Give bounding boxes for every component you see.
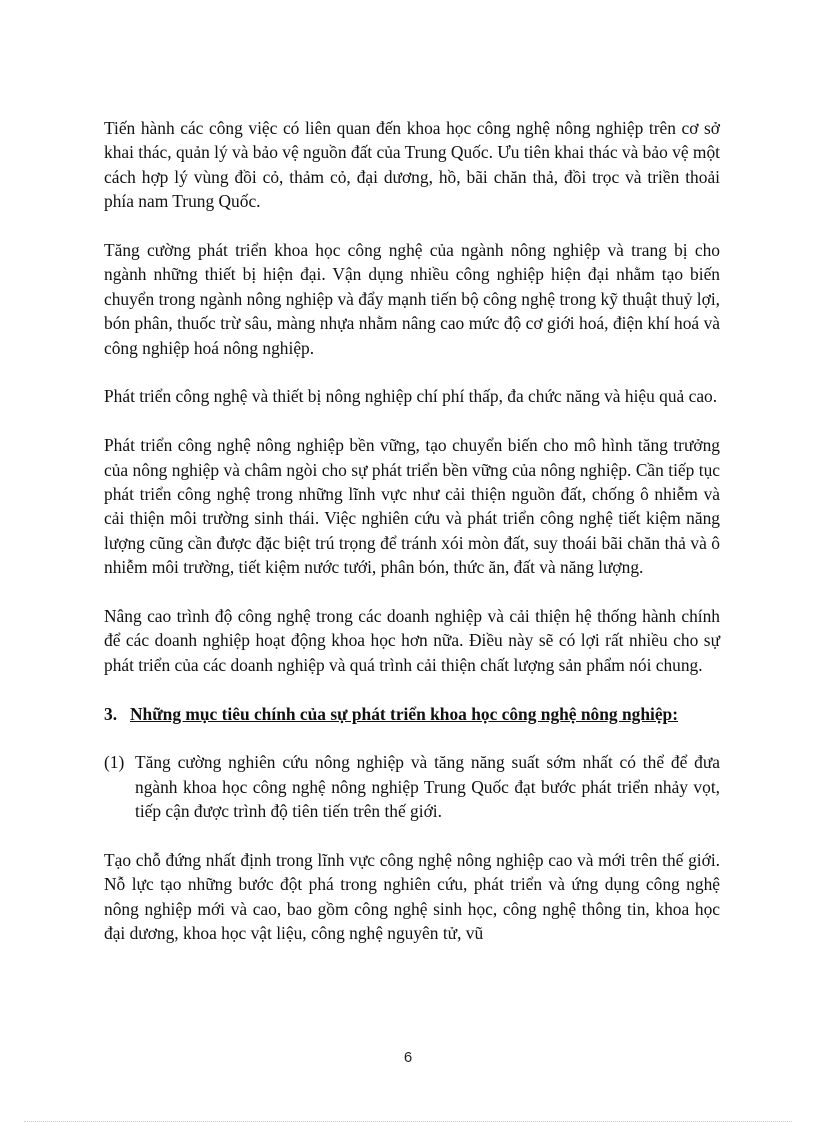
numbered-item-number: (1)	[104, 752, 125, 773]
page-bottom-divider	[24, 1121, 792, 1122]
paragraph-low-cost-technology: Phát triển công nghệ và thiết bị nông nghiệp chí phí thấp, đa chức năng và hiệu quả cao.	[104, 386, 718, 407]
paragraph-enterprise-technology: Nâng cao trình độ công nghệ trong các doanh nghiệp và cải thiện hệ thống hành chính để các doanh nghiệp hoạt động khoa học hơn nữa. Điều này sẽ có lợi rất nhiều cho sự phát triển của các doanh nghiệp và quá trình cải thiện chất lượng sản phẩm nói chung.	[104, 606, 720, 675]
page-content	[104, 116, 720, 970]
page-number: 6	[403, 1049, 413, 1066]
paragraph-land-resources: Tiến hành các công việc có liên quan đến khoa học công nghệ nông nghiệp trên cơ sở khai thác, quản lý và bảo vệ nguồn đất của Trung Quốc. Ưu tiên khai thác và bảo vệ một cách hợp lý vùng đồi cỏ, thảm cỏ, đại dương, hồ, bãi chăn thả, đồi trọc và triền thoải phía nam Trung Quốc.	[104, 118, 720, 212]
paragraph-sustainable-agriculture: Phát triển công nghệ nông nghiệp bền vững, tạo chuyển biến cho mô hình tăng trưởng của nông nghiệp và châm ngòi cho sự phát triển bền vững của nông nghiệp. Cần tiếp tục phát triển công nghệ trong những lĩnh vực như cải thiện nguồn đất, chống ô nhiễm và cải thiện môi trường sinh thái. Việc nghiên cứu và phát triển công nghệ tiết kiệm năng lượng cũng cần được đặc biệt trú trọng để tránh xói mòn đất, suy thoái bãi chăn thả và ô nhiễm môi trường, tiết kiệm nước tưới, phân bón, thức ăn, đất và năng lượng.	[104, 435, 720, 578]
numbered-item-text: Tăng cường nghiên cứu nông nghiệp và tăng năng suất sớm nhất có thể để đưa ngành khoa học công nghệ nông nghiệp Trung Quốc đạt bước phát triển nhảy vọt, tiếp cận được trình độ tiên tiến trên thế giới.	[135, 752, 720, 822]
section-heading-text: Những mục tiêu chính của sự phát triển khoa học công nghệ nông nghiệp:	[130, 703, 679, 724]
numbered-item-1	[104, 750, 720, 823]
section-heading-number: 3.	[104, 703, 118, 724]
section-heading	[104, 702, 720, 726]
paragraph-high-tech-position: Tạo chỗ đứng nhất định trong lĩnh vực công nghệ nông nghiệp cao và mới trên thế giới. Nỗ lực tạo những bước đột phá trong nghiên cứu, phát triển và ứng dụng công nghệ nông nghiệp mới và cao, bao gồm công nghệ sinh học, công nghệ thông tin, khoa học đại dương, khoa học vật liệu, công nghệ nguyên tử, vũ	[104, 850, 720, 944]
paragraph-modern-equipment: Tăng cường phát triển khoa học công nghệ của ngành nông nghiệp và trang bị cho ngành những thiết bị hiện đại. Vận dụng nhiều công nghiệp hiện đại nhằm tạo biến chuyển trong ngành nông nghiệp và đẩy mạnh tiến bộ công nghệ trong kỹ thuật thuỷ lợi, bón phân, thuốc trừ sâu, màng nhựa nhằm nâng cao mức độ cơ giới hoá, điện khí hoá và công nghiệp hoá nông nghiệp.	[104, 240, 720, 358]
